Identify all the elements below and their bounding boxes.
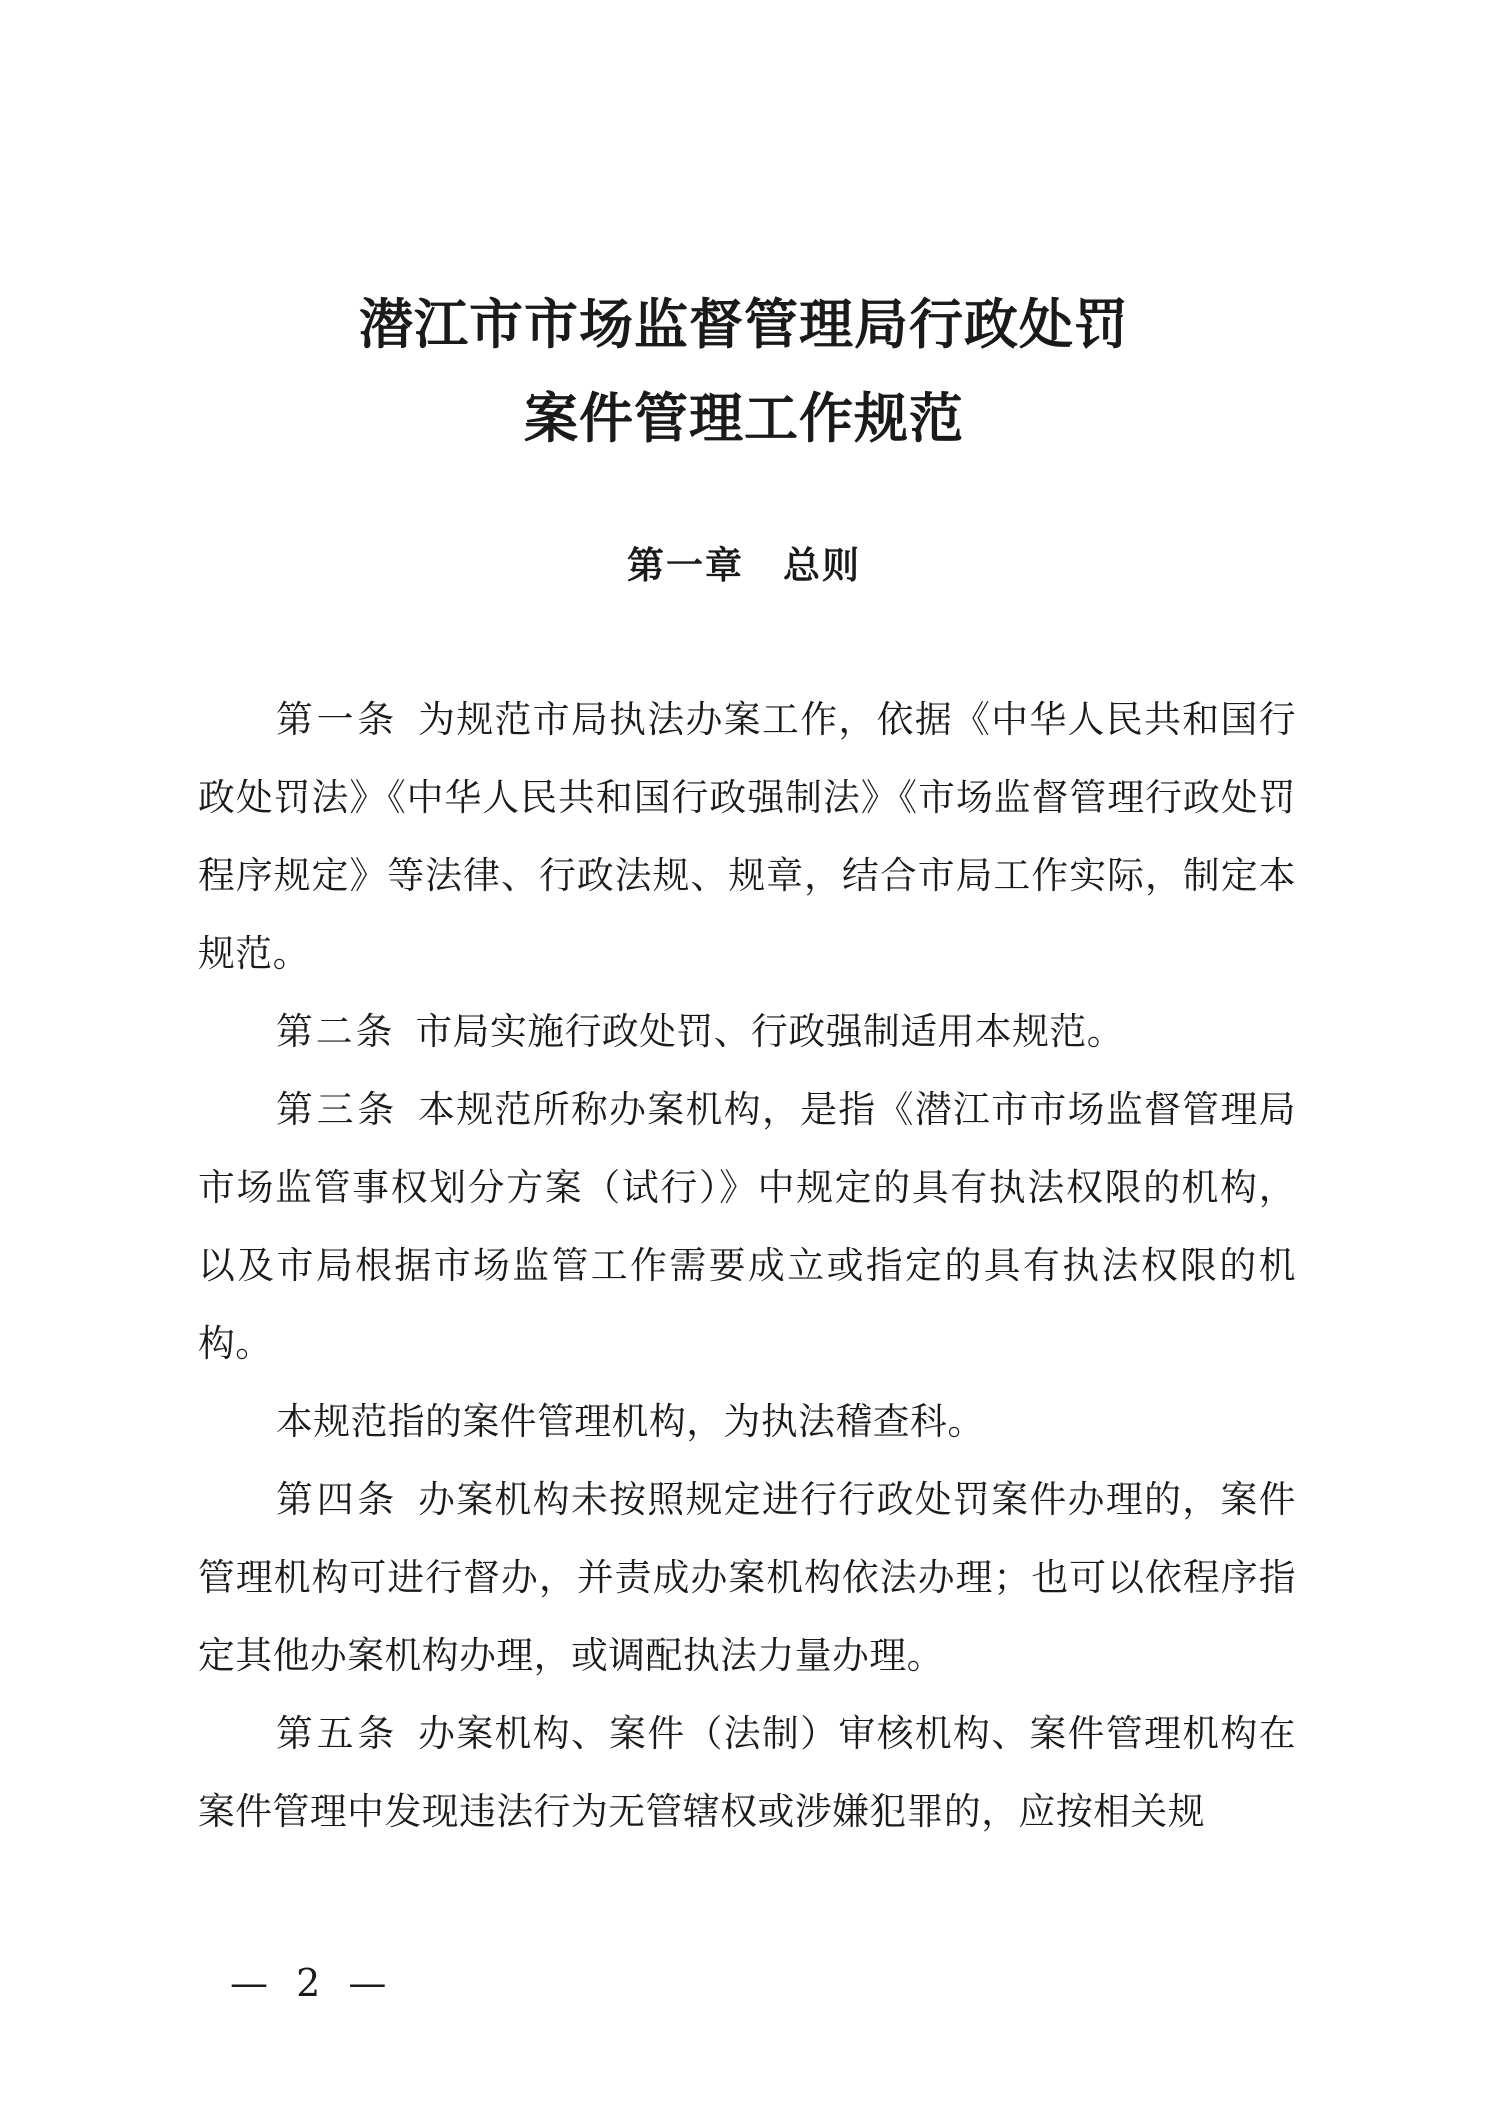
chapter-heading: 第一章 总则 xyxy=(627,544,861,587)
article-5-label: 第五条 xyxy=(276,1712,399,1755)
article-4 xyxy=(198,1461,1296,1695)
article-1-label: 第一条 xyxy=(276,698,399,741)
article-1 xyxy=(198,681,1296,993)
document-title-line-1: 潜江市市场监督管理局行政处罚 xyxy=(359,293,1129,356)
article-5-text: 办案机构、案件（法制）审核机构、案件管理机构在案件管理中发现违法行为无管辖权或涉嫌犯罪的，应按相关规 xyxy=(198,1712,1296,1833)
article-4-text: 办案机构未按照规定进行行政处罚案件办理的，案件管理机构可进行督办，并责成办案机构依法办理；也可以依程序指定其他办案机构办理，或调配执法力量办理。 xyxy=(198,1478,1296,1677)
article-3-label: 第三条 xyxy=(276,1088,399,1131)
article-3-text: 本规范所称办案机构，是指《潜江市市场监督管理局市场监管事权划分方案（试行）》中规定的具有执法权限的机构，以及市局根据市场监管工作需要成立或指定的具有执法权限的机构。 xyxy=(198,1088,1296,1365)
article-3-paragraph-2-text: 本规范指的案件管理机构，为执法稽查科。 xyxy=(276,1400,985,1443)
article-2-label: 第二条 xyxy=(276,1010,396,1053)
article-5 xyxy=(198,1695,1296,1851)
article-3 xyxy=(198,1071,1296,1383)
article-1-text: 为规范市局执法办案工作，依据《中华人民共和国行政处罚法》《中华人民共和国行政强制法》《市场监督管理行政处罚程序规定》等法律、行政法规、规章，结合市局工作实际，制定本规范。 xyxy=(198,698,1296,975)
article-2-text: 市局实施行政处罚、行政强制适用本规范。 xyxy=(415,1010,1125,1053)
page-number: — 2 — xyxy=(230,1961,395,2005)
article-3-paragraph-2 xyxy=(198,1383,1296,1461)
document-title-line-2: 案件管理工作规范 xyxy=(524,387,964,450)
article-2 xyxy=(198,993,1296,1071)
article-4-label: 第四条 xyxy=(276,1478,399,1521)
